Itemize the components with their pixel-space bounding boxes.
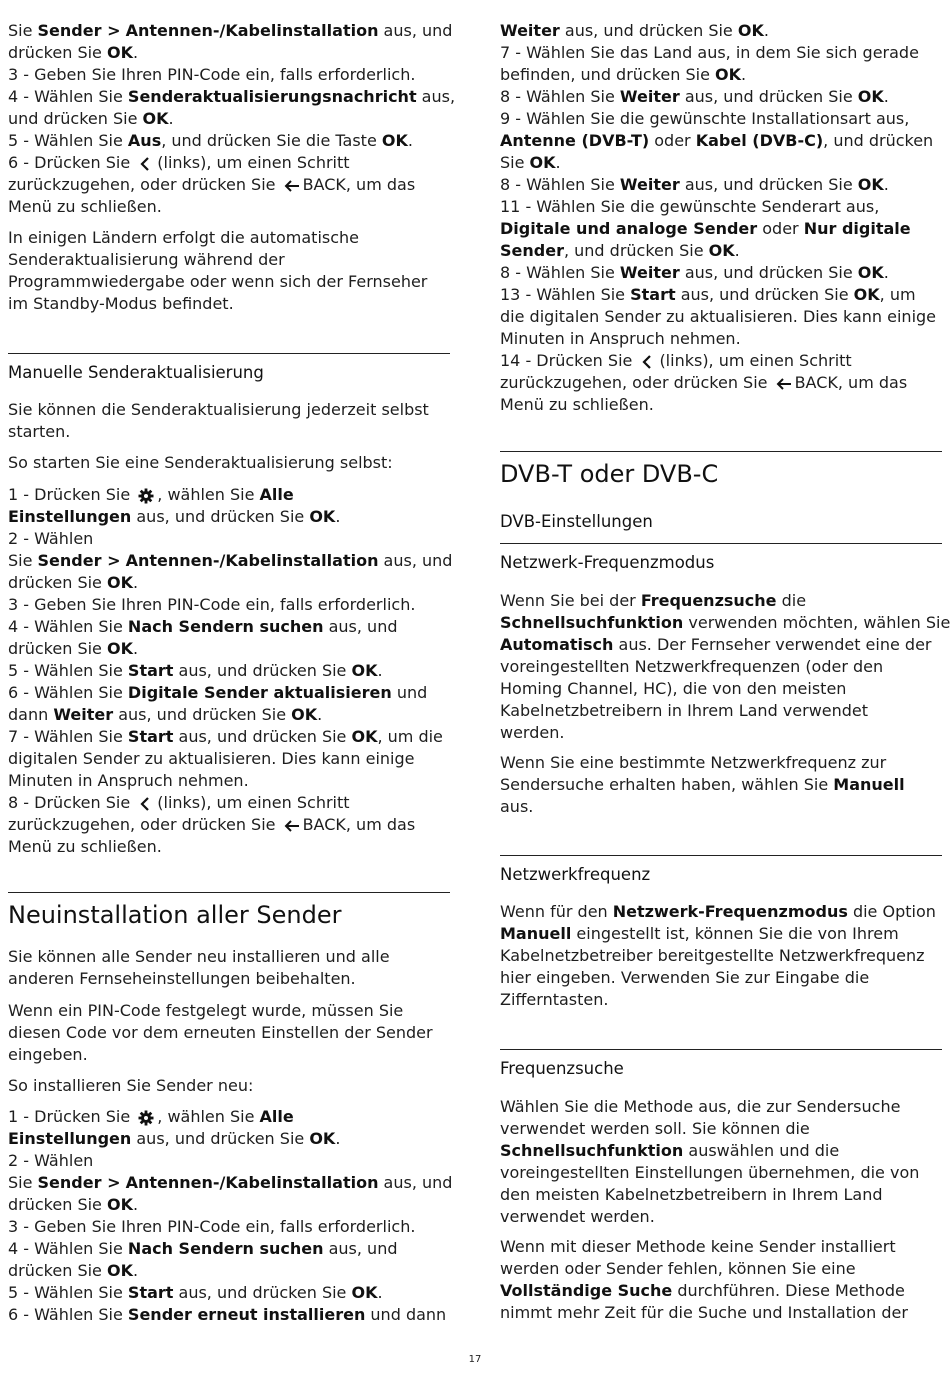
text-line: eingeben. (8, 1045, 88, 1064)
chevron-left-icon (137, 155, 155, 173)
subsection-heading: DVB-Einstellungen (500, 512, 653, 531)
text-line: hier eingeben. Verwenden Sie zur Eingabe die (500, 968, 870, 987)
section-divider (500, 543, 942, 544)
text-line: Homing Channel, HC), die von den meisten (500, 679, 847, 698)
text-line: Wenn Sie eine bestimmte Netzwerkfrequenz zur (500, 753, 887, 772)
text-line: aus. (500, 797, 534, 816)
text-line: Wählen Sie die Methode aus, die zur Sendersuche (500, 1097, 901, 1116)
text-line: Wenn ein PIN-Code festgelegt wurde, müssen Sie (8, 1001, 404, 1020)
text-line: 7 - Wählen Sie Start aus, und drücken Sie OK, um die (8, 727, 443, 746)
text-line: Menü zu schließen. (500, 395, 654, 414)
text-line: werden oder Sender fehlen, können Sie eine (500, 1259, 856, 1278)
back-arrow-icon (283, 177, 301, 195)
text-line: den meisten Kabelnetzbetreibern in Ihrem Land (500, 1185, 883, 1204)
text-line: 6 - Wählen Sie Sender erneut installieren und dann (8, 1305, 447, 1324)
chevron-left-icon (639, 353, 657, 371)
text-line: So installieren Sie Sender neu: (8, 1076, 254, 1095)
text-line: 7 - Wählen Sie das Land aus, in dem Sie sich gerade (500, 43, 919, 62)
text-line: Sie Sender > Antennen-/Kabelinstallation aus, und (8, 21, 453, 40)
text-line: Digitale und analoge Sender oder Nur digitale (500, 219, 911, 238)
text-line: Minuten in Anspruch nehmen. (8, 771, 249, 790)
text-line: 3 - Geben Sie Ihren PIN-Code ein, falls erforderlich. (8, 595, 416, 614)
section-divider (8, 353, 450, 354)
text-line: verwendet werden soll. Sie können die (500, 1119, 810, 1138)
text-line: voreingestellten Netzwerkfrequenzen (oder den (500, 657, 884, 676)
text-line: dann Weiter aus, und drücken Sie OK. (8, 705, 323, 724)
section-divider (8, 892, 450, 893)
text-line: Sie Sender > Antennen-/Kabelinstallation aus, und (8, 551, 453, 570)
text-line: 2 - Wählen (8, 1151, 94, 1170)
text-line: In einigen Ländern erfolgt die automatische (8, 228, 359, 247)
text-line: digitalen Sender zu aktualisieren. Dies kann einige (8, 749, 415, 768)
text-line: 4 - Wählen Sie Nach Sendern suchen aus, und (8, 617, 398, 636)
section-divider (500, 1049, 942, 1050)
subsection-heading: Netzwerk-Frequenzmodus (500, 553, 715, 572)
text-line: Wenn für den Netzwerk-Frequenzmodus die Option (500, 902, 936, 921)
text-line: Senderaktualisierung während der (8, 250, 285, 269)
text-line: anderen Fernseheinstellungen beibehalten. (8, 969, 356, 988)
text-line: verwendet werden. (500, 1207, 655, 1226)
text-line: Automatisch aus. Der Fernseher verwendet eine der (500, 635, 932, 654)
text-line: 5 - Wählen Sie Start aus, und drücken Sie OK. (8, 1283, 383, 1302)
text-line: Sendersuche erhalten haben, wählen Sie Manuell (500, 775, 905, 794)
text-line: drücken Sie OK. (8, 639, 139, 658)
text-line: drücken Sie OK. (8, 43, 139, 62)
text-line: 8 - Drücken Sie (links), um einen Schritt (8, 793, 350, 812)
text-line: 14 - Drücken Sie (links), um einen Schritt (500, 351, 852, 370)
text-line: 11 - Wählen Sie die gewünschte Senderart aus, (500, 197, 880, 216)
text-line: So starten Sie eine Senderaktualisierung selbst: (8, 453, 393, 472)
text-line: Einstellungen aus, und drücken Sie OK. (8, 507, 341, 526)
text-line: Menü zu schließen. (8, 837, 162, 856)
text-line: und drücken Sie OK. (8, 109, 174, 128)
section-title: DVB-T oder DVB-C (500, 460, 719, 488)
text-line: Sie Sender > Antennen-/Kabelinstallation aus, und (8, 1173, 453, 1192)
text-line: im Standby-Modus befindet. (8, 294, 234, 313)
text-line: 5 - Wählen Sie Start aus, und drücken Sie OK. (8, 661, 383, 680)
back-arrow-icon (775, 375, 793, 393)
text-line: diesen Code vor dem erneuten Einstellen der Sender (8, 1023, 433, 1042)
section-divider (500, 855, 942, 856)
text-line: zurückzugehen, oder drücken Sie BACK, um das (8, 815, 416, 834)
page-number: 17 (468, 1354, 482, 1365)
text-line: 8 - Wählen Sie Weiter aus, und drücken Sie OK. (500, 175, 889, 194)
text-line: Sie können alle Sender neu installieren und alle (8, 947, 390, 966)
text-line: 4 - Wählen Sie Senderaktualisierungsnachricht aus, (8, 87, 456, 106)
text-line: 3 - Geben Sie Ihren PIN-Code ein, falls erforderlich. (8, 65, 416, 84)
text-line: nimmt mehr Zeit für die Suche und Installation der (500, 1303, 908, 1322)
text-line: 8 - Wählen Sie Weiter aus, und drücken Sie OK. (500, 263, 889, 282)
text-line: Programmwiedergabe oder wenn sich der Fernseher (8, 272, 428, 291)
text-line: 6 - Drücken Sie (links), um einen Schritt (8, 153, 350, 172)
text-line: 2 - Wählen (8, 529, 94, 548)
text-line: Zifferntasten. (500, 990, 609, 1009)
text-line: die digitalen Sender zu aktualisieren. Dies kann einige (500, 307, 937, 326)
text-line: 6 - Wählen Sie Digitale Sender aktualisieren und (8, 683, 428, 702)
gear-icon (137, 1109, 155, 1127)
text-line: zurückzugehen, oder drücken Sie BACK, um das (8, 175, 416, 194)
text-line: 4 - Wählen Sie Nach Sendern suchen aus, und (8, 1239, 398, 1258)
text-line: Schnellsuchfunktion auswählen und die (500, 1141, 840, 1160)
text-line: 1 - Drücken Sie , wählen Sie Alle (8, 485, 294, 504)
text-line: 8 - Wählen Sie Weiter aus, und drücken Sie OK. (500, 87, 889, 106)
subsection-heading: Frequenzsuche (500, 1059, 624, 1078)
text-line: Antenne (DVB-T) oder Kabel (DVB-C), und drücken (500, 131, 934, 150)
gear-icon (137, 487, 155, 505)
section-heading: Manuelle Senderaktualisierung (8, 363, 264, 382)
section-divider (500, 451, 942, 452)
text-line: werden. (500, 723, 565, 742)
text-line: drücken Sie OK. (8, 573, 139, 592)
text-line: Einstellungen aus, und drücken Sie OK. (8, 1129, 341, 1148)
text-line: 5 - Wählen Sie Aus, und drücken Sie die Taste OK. (8, 131, 413, 150)
text-line: Sie können die Senderaktualisierung jederzeit selbst (8, 400, 429, 419)
back-arrow-icon (283, 817, 301, 835)
text-line: Minuten in Anspruch nehmen. (500, 329, 741, 348)
text-line: befinden, und drücken Sie OK. (500, 65, 747, 84)
section-title: Neuinstallation aller Sender (8, 901, 342, 929)
chevron-left-icon (137, 795, 155, 813)
text-line: Kabelnetzbetreiber bereitgestellte Netzwerkfrequenz (500, 946, 925, 965)
text-line: zurückzugehen, oder drücken Sie BACK, um das (500, 373, 908, 392)
text-line: drücken Sie OK. (8, 1261, 139, 1280)
text-line: Manuell eingestellt ist, können Sie die von Ihrem (500, 924, 899, 943)
text-line: voreingestellten Einstellungen übernehmen, die von (500, 1163, 920, 1182)
subsection-heading: Netzwerkfrequenz (500, 865, 651, 884)
text-line: 3 - Geben Sie Ihren PIN-Code ein, falls erforderlich. (8, 1217, 416, 1236)
text-line: Schnellsuchfunktion verwenden möchten, wählen Sie (500, 613, 950, 632)
text-line: Wenn mit dieser Methode keine Sender installiert (500, 1237, 896, 1256)
text-line: drücken Sie OK. (8, 1195, 139, 1214)
text-line: Vollständige Suche durchführen. Diese Methode (500, 1281, 905, 1300)
text-line: Kabelnetzbetreibern in Ihrem Land verwendet (500, 701, 869, 720)
text-line: Wenn Sie bei der Frequenzsuche die (500, 591, 807, 610)
text-line: 9 - Wählen Sie die gewünschte Installationsart aus, (500, 109, 910, 128)
text-line: 13 - Wählen Sie Start aus, und drücken Sie OK, um (500, 285, 916, 304)
text-line: Sender, und drücken Sie OK. (500, 241, 740, 260)
text-line: starten. (8, 422, 71, 441)
text-line: 1 - Drücken Sie , wählen Sie Alle (8, 1107, 294, 1126)
text-line: Sie OK. (500, 153, 561, 172)
text-line: Menü zu schließen. (8, 197, 162, 216)
text-line: Weiter aus, und drücken Sie OK. (500, 21, 769, 40)
